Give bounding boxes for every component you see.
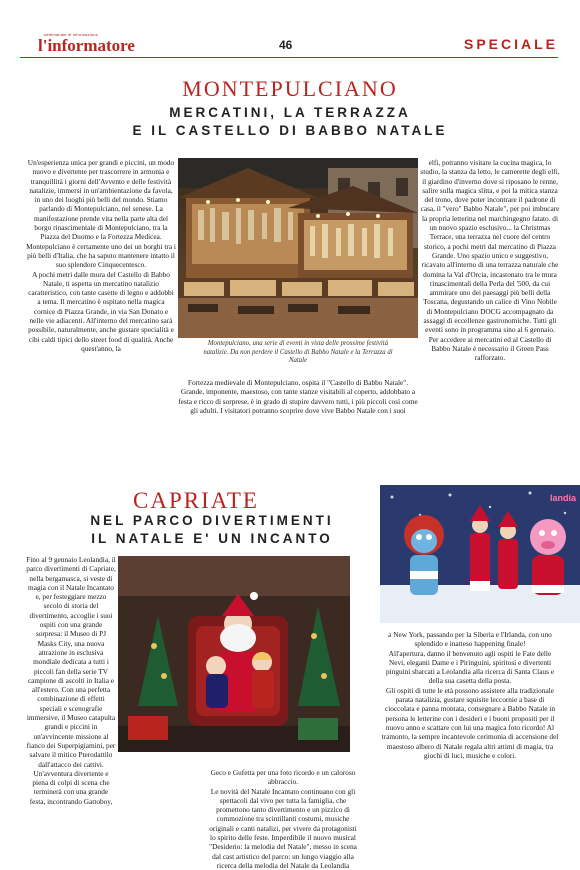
article2-column-1 [26,555,116,806]
market-illustration [178,158,418,338]
park-sign-text: landia [550,493,577,503]
article1-column-2 [178,378,418,415]
article1-col2-text: Fortezza medievale di Montepulciano, ospita il "Castello di Babbo Natale". Grande, imponente, maestoso, con tante stanze visitabili al coperto, addobbato a festa e ricco di sorprese, è in grado di stupire davvero tutti, i più piccoli così come gli adulti. I visitatori potranno scoprire dove vive Babbo Natale con i suoi [178,378,418,415]
santa-photo [118,556,350,752]
article2-col1-text: Fino al 9 gennaio Leolandia, il parco divertimenti di Capriate, nella bergamasca, si veste di magia con il Natale Incantato e, per festeggiare mezzo secolo di storia del divertimento, accoglie i suoi ospiti con una grande sorpresa: il Museo di PJ Masks City, una nuova attrazione in esclusiva mondiale dedicata a tutti i piccoli fan della serie TV campione di ascolti in Italia e all'estero. Con una perfetta combinazione di effetti speciali e scenografie immersive, il Museo catapulta grandi e piccini in un'avvincente missione al fianco dei Superpigiamini, per salvare il mitico Pterodattilo dall'attacco dei cattivi. Un'avventura divertente e piena di colpi di scena che terminerà con una grande festa, incontrando Gattoboy, [26,555,116,806]
article1-title: MONTEPULCIANO [182,76,398,101]
santa-illustration [118,556,350,752]
article1-col3-text: elfi, potranno visitare la cucina magica, lo studio, la stanza da letto, le camerette degli elfi, il giardino d'inverno dove si riposano le renne, salire sulla magica slitta, e poi la mitica stanza del trono, dove poter incontrare il padrone di casa, il "vero" Babbo Natale", per poi imbucare la propria letterina nel marchingegno fatato. di un nuovo spazio esclusivo... la Christmas Terrace, una terrazza nel cuore del centro storico, a pochi metri dal mercatino di Piazza Grande. Uno spazio unico e suggestivo, ricavato all'interno di una terrazza naturale che domina la Val d'Orcia, incastonato tra le mura rinascimentali della Perla del '500, da cui ammirare uno dei paesaggi più belli della Toscana, degustando un calice di Vino Nobile di Montepulciano DOCG accompagnato da assaggi di eccellenze gastronomiche. Tutti gli eventi sono in programma sino al 6 gennaio. Per accedere ai mercatini ed al Castello di Babbo Natale è necessario il Green Pass rafforzato. [420,158,560,363]
page-header [0,0,580,60]
header-rule [20,57,558,58]
article2-column-2 [206,768,360,870]
article1-subtitle-1: MERCATINI, LA TERRAZZA [169,105,411,120]
article2-title: CAPRIATE [133,488,259,513]
logo-tagline: settimanale di informazione [44,32,99,37]
mascots-photo [380,485,580,623]
mascots-illustration [380,485,580,623]
market-photo [178,158,418,338]
article1-column-3 [420,158,560,363]
article1-subtitle-2: E IL CASTELLO DI BABBO NATALE [132,123,448,138]
page-number: 46 [279,38,293,52]
section-label: SPECIALE [463,36,558,52]
article2-subtitle-2: IL NATALE E' UN INCANTO [91,531,333,546]
market-photo-caption: Montepulciano, una serie di eventi in vista delle prossime festività natalizie. Da non perdere il Castello di Babbo Natale e la Terrazza di Natale [203,340,393,365]
publication-logo: l'informatore [38,36,135,55]
article2-col2-text: Geco e Gufetta per una foto ricordo e un caloroso abbraccio. Le novità del Natale Incantato continuano con gli spettacoli dal vivo per tutta la famiglia, che promettono tanto divertimento e un pizzico di commozione tra scintillanti costumi, musiche originali e canti natalizi, per vivere da protagonisti lo spirito delle feste. Imperdibile il nuovo musical "Desiderio: la melodia del Natale", messo in scena dal cast artistico del parco: un lungo viaggio alla ricerca della melodia del Natale da Leolandia [209,768,357,870]
article2-col3-text: a New York, passando per la Siberia e l'Irlanda, con uno splendido e inatteso happening finale! All'apertura, danno il benvenuto agli ospiti le Fate delle Nevi, eleganti Dame e i Piringuini, spiritosi e divertenti pinguini sbarcati a Leolandia alla ricerca di Santa Claus e della sua casetta della posta. Gli ospiti di tutte le età possono assistere alla tradizionale parata natalizia, gustare squisite leccornie a base di cioccolata e panna montata, consegnare a Babbo Natale in persona le letterine con i desideri e i buoni propositi per il nuovo anno e scattare con lui una magica foto ricordo! Al tramonto, la sempre incantevole cerimonia di accensione del maestoso albero di Natale regala altri attimi di magia, tra giochi di luci, musiche e colori. [381,630,559,760]
article1-col1-text: Un'esperienza unica per grandi e piccini, un modo nuovo e divertente per trascorrere in armonia e tranquillità i giorni dell'Avvento e delle festività natalizie, immersi in un'ambientazione da favola, in uno dei luoghi più belli del mondo. Stiamo parlando di Montepulciano, nel senese. La manifestazione prende vita nella parte alta del borgo rinascimentale di Montepulciano, tra la Piazza del Duomo e la Fortezza Medicea. Montepulciano è certamente uno dei un borghi tra i più belli d'Italia, che ha saputo mantenere intatto il suo splendore Cinquecentesco. A pochi metri dalle mura del Castello di Babbo Natale, ti aspetta un mercatino natalizio caratteristico, con tante casette di legno e addobbi a tema. Il mercatino è ospitato nella magica cornice di Piazza Grande, in via San Donato e nelle vie adiacenti. All'interno del mercatino sarà possibile, naturalmente, anche gustare specialità e cibi caldi tipici dello street food di qualità. Anche quest'anno, la [26,158,176,353]
article2-column-3 [380,630,560,760]
article1-column-1 [26,158,176,353]
article2-subtitle-1: NEL PARCO DIVERTIMENTI [90,513,334,528]
